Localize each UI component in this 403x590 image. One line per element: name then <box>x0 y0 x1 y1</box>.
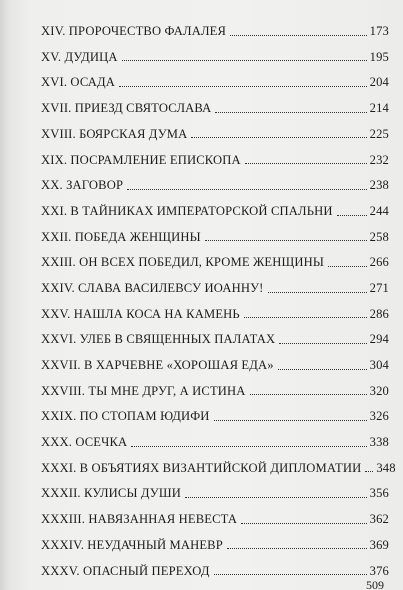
toc-entry-page: 338 <box>369 435 389 450</box>
toc-entry <box>41 474 389 500</box>
toc-entry <box>41 140 389 166</box>
toc-dot-leader <box>127 189 367 190</box>
toc-entry <box>41 243 389 269</box>
toc-dot-leader <box>337 215 367 216</box>
toc-entry-page: 266 <box>369 255 389 270</box>
toc-entry <box>41 12 389 38</box>
toc-entry-page: 173 <box>369 24 389 39</box>
toc-entry-title: XXI. В ТАЙНИКАХ ИМПЕРАТОРСКОЙ СПАЛЬНИ <box>41 203 333 218</box>
toc-entry-page: 369 <box>369 537 389 552</box>
toc-entry-page: 195 <box>369 49 389 64</box>
toc-dot-leader <box>250 394 367 395</box>
toc-entry-page: 304 <box>369 358 389 373</box>
toc-dot-leader <box>278 369 367 370</box>
toc-entry-title: XV. ДУДИЦА <box>41 49 118 64</box>
toc-entry <box>41 89 389 115</box>
toc-entry-title: XIX. ПОСРАМЛЕНИЕ ЕПИСКОПА <box>41 152 241 167</box>
toc-entry-title: XXVIII. ТЫ МНЕ ДРУГ, А ИСТИНА <box>41 383 246 398</box>
toc-entry <box>41 166 389 192</box>
toc-dot-leader <box>214 574 367 575</box>
toc-dot-leader <box>230 35 367 36</box>
toc-entry-title: XXV. НАШЛА КОСА НА КАМЕНЬ <box>41 306 240 321</box>
toc-entry <box>41 320 389 346</box>
toc-entry <box>41 526 389 552</box>
toc-dot-leader <box>191 137 366 138</box>
toc-entry-title: XXVII. В ХАРЧЕВНЕ «ХОРОШАЯ ЕДА» <box>41 358 274 373</box>
toc-dot-leader <box>215 112 366 113</box>
toc-entry-title: XVII. ПРИЕЗД СВЯТОСЛАВА <box>41 101 212 116</box>
toc-entry-page: 271 <box>369 280 389 295</box>
toc-entry-title: XXII. ПОБЕДА ЖЕНЩИНЫ <box>41 229 201 244</box>
toc-entry-title: XXVI. УЛЕБ В СВЯЩЕННЫХ ПАЛАТАХ <box>41 332 276 347</box>
toc-dot-leader <box>185 497 367 498</box>
toc-entry-page: 294 <box>369 332 389 347</box>
toc-entry <box>41 38 389 64</box>
toc-entry-page: 326 <box>369 409 389 424</box>
toc-entry <box>41 269 389 295</box>
toc-entry <box>41 63 389 89</box>
toc-entry-page: 232 <box>369 152 389 167</box>
toc-entry-page: 238 <box>369 178 389 193</box>
toc-entry <box>41 372 389 398</box>
toc-entry <box>41 192 389 218</box>
toc-entry-title: XXXII. КУЛИСЫ ДУШИ <box>41 486 181 501</box>
toc-entry-page: 376 <box>369 563 389 578</box>
toc-entry-page: 225 <box>369 126 389 141</box>
toc-entry <box>41 423 389 449</box>
toc-entry-page: 348 <box>376 460 396 475</box>
table-of-contents <box>41 12 396 578</box>
toc-entry-page: 356 <box>369 486 389 501</box>
toc-dot-leader <box>245 163 367 164</box>
toc-dot-leader <box>244 317 367 318</box>
toc-entry-title: XXXIII. НАВЯЗАННАЯ НЕВЕСТА <box>41 512 238 527</box>
toc-dot-leader <box>131 446 366 447</box>
toc-entry-title: XVIII. БОЯРСКАЯ ДУМА <box>41 126 188 141</box>
toc-dot-leader <box>214 420 367 421</box>
toc-entry-title: XXIX. ПО СТОПАМ ЮДИФИ <box>41 409 210 424</box>
toc-entry-page: 244 <box>369 203 389 218</box>
toc-entry <box>41 218 389 244</box>
toc-entry-title: XIV. ПРОРОЧЕСТВО ФАЛАЛЕЯ <box>41 24 227 39</box>
toc-entry <box>41 346 389 372</box>
toc-entry-page: 286 <box>369 306 389 321</box>
toc-entry-title: XXXV. ОПАСНЫЙ ПЕРЕХОД <box>41 563 210 578</box>
toc-dot-leader <box>279 343 366 344</box>
toc-entry-title: XXIII. ОН ВСЕХ ПОБЕДИЛ, КРОМЕ ЖЕНЩИНЫ <box>41 255 324 270</box>
toc-entry-title: XXXI. В ОБЪЯТИЯХ ВИЗАНТИЙСКОЙ ДИПЛОМАТИИ <box>41 460 362 475</box>
toc-dot-leader <box>122 60 367 61</box>
toc-entry-page: 214 <box>369 101 389 116</box>
toc-entry-title: XXXIV. НЕУДАЧНЫЙ МАНЕВР <box>41 537 223 552</box>
page-number: 509 <box>366 578 384 590</box>
toc-dot-leader <box>328 266 367 267</box>
toc-entry-title: XVI. ОСАДА <box>41 75 115 90</box>
toc-entry-page: 204 <box>369 75 389 90</box>
toc-entry <box>41 500 389 526</box>
toc-entry <box>41 295 389 321</box>
toc-entry <box>41 551 389 577</box>
toc-entry-page: 320 <box>369 383 389 398</box>
toc-entry-title: XXIV. СЛАВА ВАСИЛЕВСУ ИОАННУ! <box>41 280 264 295</box>
toc-entry-page: 258 <box>369 229 389 244</box>
toc-entry <box>41 397 389 423</box>
toc-dot-leader <box>241 523 367 524</box>
toc-entry <box>41 449 396 475</box>
toc-dot-leader <box>227 548 367 549</box>
toc-entry-title: XXX. ОСЕЧКА <box>41 435 128 450</box>
toc-dot-leader <box>119 86 367 87</box>
toc-dot-leader <box>268 292 367 293</box>
toc-entry-page: 362 <box>369 512 389 527</box>
toc-entry <box>41 115 389 141</box>
toc-dot-leader <box>205 240 367 241</box>
toc-dot-leader <box>365 471 373 472</box>
toc-entry-title: XX. ЗАГОВОР <box>41 178 124 193</box>
